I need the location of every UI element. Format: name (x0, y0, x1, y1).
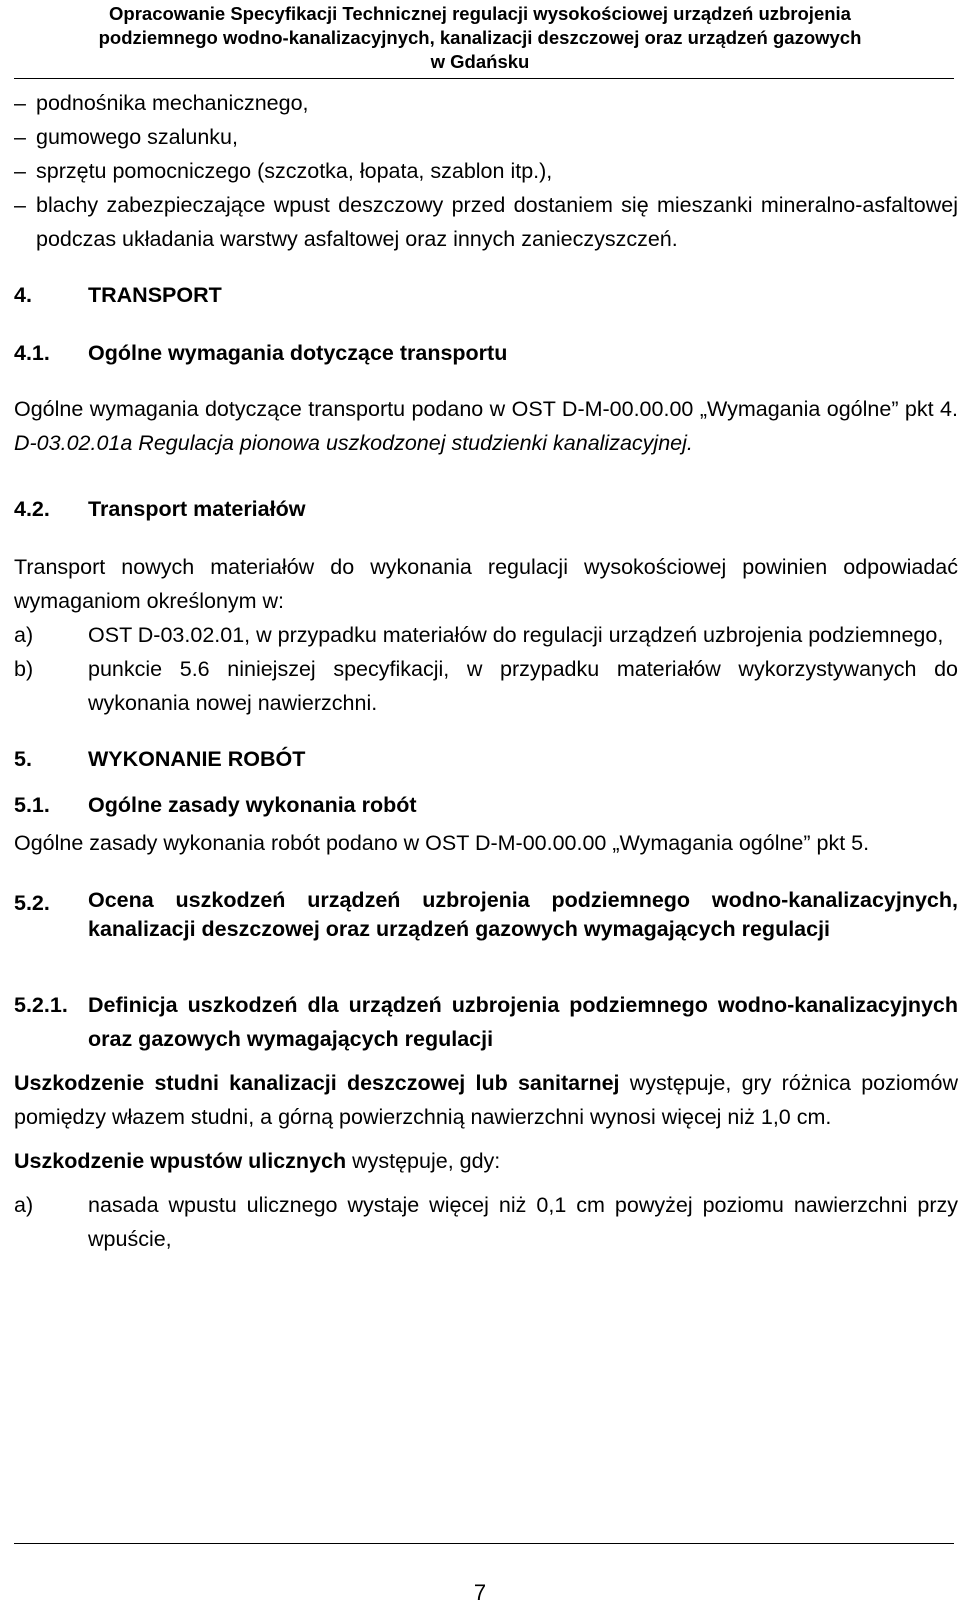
equipment-dash-list (14, 86, 958, 256)
term-bold: Uszkodzenie studni kanalizacji deszczowej lub sanitarnej (14, 1071, 620, 1095)
dash-bullet: – (14, 91, 26, 115)
list-item (14, 188, 958, 256)
dash-bullet: – (14, 193, 26, 217)
paragraph-text: Ogólne wymagania dotyczące transportu podano w OST D-M-00.00.00 „Wymagania ogólne” pkt 4. (14, 397, 958, 421)
list-item (14, 86, 958, 120)
section-title: Transport materiałów (88, 497, 306, 521)
dash-bullet: – (14, 125, 26, 149)
section-number: 5. (14, 747, 32, 771)
list-letter: b) (14, 657, 34, 681)
section-number: 5.2. (14, 891, 50, 915)
section-number: 4.2. (14, 497, 50, 521)
section-title: WYKONANIE ROBÓT (88, 747, 306, 771)
header-line-2: podziemnego wodno-kanalizacyjnych, kanalizacji deszczowej oraz urządzeń gazowych (98, 27, 862, 48)
section-heading-4 (14, 278, 958, 312)
header-line-3: w Gdańsku (430, 51, 530, 72)
section-number: 5.1. (14, 793, 50, 817)
section-title: Ogólne zasady wykonania robót (88, 793, 417, 817)
page-header (0, 0, 960, 74)
list-item-text: punkcie 5.6 niniejszej specyfikacji, w przypadku materiałów wykorzystywanych do wykonania nowej nawierzchni. (88, 657, 958, 715)
section-heading-4-2 (14, 492, 958, 526)
manhole-damage-paragraph (14, 1066, 958, 1134)
reference-italic: D-03.02.01a Regulacja pionowa uszkodzonej studzienki kanalizacyjnej. (14, 431, 693, 455)
list-item-text: gumowego szalunku, (36, 125, 238, 149)
list-item-text: blachy zabezpieczające wpust deszczowy przed dostaniem się mieszanki mineralno-asfaltowej podczas układania warstwy asfaltowej oraz innych zanieczyszczeń. (36, 193, 958, 251)
list-letter: a) (14, 623, 34, 647)
list-item-text: nasada wpustu ulicznego wystaje więcej niż 0,1 cm powyżej poziomu nawierzchni przy wpuście, (88, 1193, 958, 1251)
list-item-text: sprzętu pomocniczego (szczotka, łopata, szablon itp.), (36, 159, 553, 183)
paragraph-text: występuje, gry różnica poziomów pomiędzy włazem studni, a górną powierzchnią nawierzchni wynosi więcej niż 1,0 cm. (14, 1071, 958, 1129)
section-title: Definicja uszkodzeń dla urządzeń uzbrojenia podziemnego wodno-kanalizacyjnych oraz gazowych wymagających regulacji (88, 993, 958, 1051)
footer-rule (14, 1543, 954, 1544)
header-line-1: Opracowanie Specyfikacji Technicznej regulacji wysokościowej urządzeń uzbrojenia (109, 3, 851, 24)
transport-materials-intro: Transport nowych materiałów do wykonania regulacji wysokościowej powinien odpowiadać wymaganiom określonym w: (14, 555, 958, 613)
list-item (14, 1188, 958, 1256)
list-letter: a) (14, 1193, 34, 1217)
section-title: TRANSPORT (88, 283, 222, 307)
list-item (14, 652, 958, 720)
paragraph-text: występuje, gdy: (346, 1149, 501, 1173)
section-number: 5.2.1. (14, 993, 68, 1017)
list-item-text: OST D-03.02.01, w przypadku materiałów do regulacji urządzeń uzbrojenia podziemnego, (88, 623, 944, 647)
list-item (14, 120, 958, 154)
document-body (14, 86, 958, 1256)
section-heading-4-1 (14, 336, 958, 370)
section-heading-5-2-1 (14, 988, 958, 1056)
list-item (14, 154, 958, 188)
section-title: Ogólne wymagania dotyczące transportu (88, 341, 508, 365)
section-number: 4.1. (14, 341, 50, 365)
page-number: 7 (473, 1580, 487, 1605)
list-item (14, 618, 958, 652)
section-heading-5-1 (14, 788, 958, 822)
dash-bullet: – (14, 159, 26, 183)
section-heading-5-2 (14, 886, 958, 944)
section-number: 4. (14, 283, 32, 307)
transport-general-paragraph (14, 392, 958, 460)
list-item-text: podnośnika mechanicznego, (36, 91, 309, 115)
header-rule (14, 78, 954, 79)
gully-damage-paragraph (14, 1144, 958, 1178)
section-title: Ocena uszkodzeń urządzeń uzbrojenia podziemnego wodno-kanalizacyjnych, kanalizacji deszczowej oraz urządzeń gazowych wymagających regulacji (88, 888, 958, 941)
section-heading-5 (14, 742, 958, 776)
term-bold: Uszkodzenie wpustów ulicznych (14, 1149, 347, 1173)
works-general-paragraph: Ogólne zasady wykonania robót podano w OST D-M-00.00.00 „Wymagania ogólne” pkt 5. (14, 831, 870, 855)
